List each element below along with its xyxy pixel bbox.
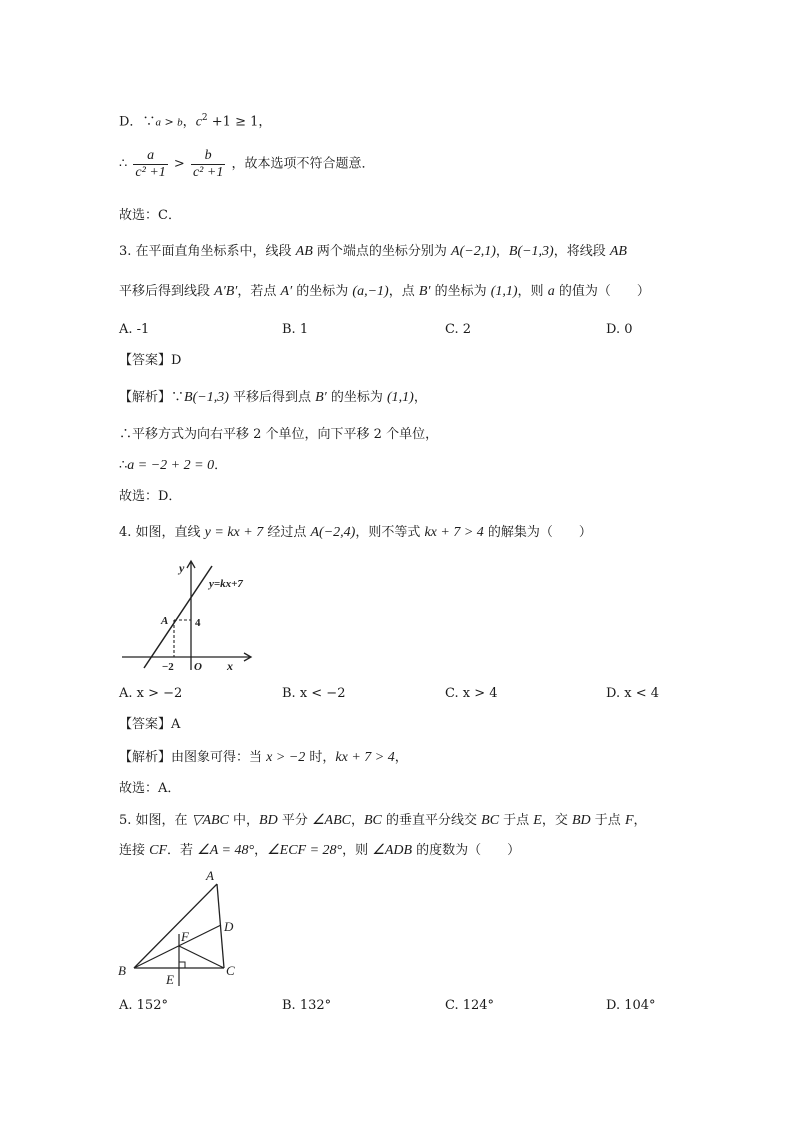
q3-option-b: B. 1 bbox=[282, 322, 309, 337]
q4-option-c: C. x > 4 bbox=[445, 686, 498, 701]
x-axis-label: x bbox=[227, 659, 233, 673]
q2-choice: 故选：C． bbox=[119, 208, 181, 223]
label-e: E bbox=[166, 972, 174, 987]
q3-option-d: D. 0 bbox=[606, 322, 633, 337]
q5-option-a: A. 152° bbox=[119, 998, 168, 1013]
q4-option-b: B. x < −2 bbox=[282, 686, 346, 701]
line-label: y=kx+7 bbox=[209, 578, 243, 590]
tick-neg2-label: −2 bbox=[162, 661, 174, 673]
label-c: C bbox=[226, 963, 235, 978]
segment-bd bbox=[134, 925, 221, 968]
q3-stem-line1: 3. 在平面直角坐标系中，线段 AB 两个端点的坐标分别为 A(−2,1)，B(−1,3)，将线段 AB bbox=[119, 244, 627, 259]
q2d-line: D．∵a > b，$c^2 +1 \ge 1$， bbox=[119, 113, 272, 130]
q4-answer: 【答案】A bbox=[119, 717, 181, 732]
q4-option-d: D. x < 4 bbox=[606, 686, 659, 701]
q3-answer: 【答案】D bbox=[119, 353, 182, 368]
q4-choice: 故选：A． bbox=[119, 781, 181, 796]
q3-explanation-3: ∴a = −2 + 2 = 0． bbox=[119, 458, 228, 473]
origin-label: O bbox=[194, 661, 202, 673]
q5-option-d: D. 104° bbox=[606, 998, 656, 1013]
q4-stem: 4. 如图，直线 y = kx + 7 经过点 A(−2,4)，则不等式 kx + 7 > 4 的解集为（ ） bbox=[119, 525, 592, 540]
label-a: A bbox=[206, 868, 214, 883]
point-a-label: A bbox=[161, 615, 169, 627]
q3-choice: 故选：D． bbox=[119, 489, 182, 504]
label-d: D bbox=[224, 919, 234, 934]
segment-cf bbox=[179, 946, 224, 968]
q4-graph-figure bbox=[118, 556, 258, 676]
q3-stem-line2: 平移后得到线段 A′B′，若点 A′ 的坐标为 (a,−1)，点 B′ 的坐标为 (1,1)，则 a 的值为（ ） bbox=[119, 284, 650, 299]
q5-option-b: B. 132° bbox=[282, 998, 332, 1013]
fraction-b: $\frac{b}{\text{c² +1}}$ bbox=[192, 148, 224, 180]
right-angle-mark bbox=[179, 962, 185, 968]
tick-4-label: 4 bbox=[195, 617, 201, 629]
line-y-kx-7 bbox=[144, 566, 212, 668]
q2d-fraction-line: ∴ $\frac{a}{\text{c² +1}}$ > $\frac{b}{\text{c² +1}}$ ，故本选项不符合题意． bbox=[119, 148, 375, 180]
q5-triangle-figure bbox=[112, 862, 252, 992]
q5-option-c: C. 124° bbox=[445, 998, 495, 1013]
q4-explanation: 【解析】由图象可得：当 x > −2 时，kx + 7 > 4， bbox=[119, 750, 408, 765]
fraction-a: $\frac{a}{\text{c² +1}}$ bbox=[135, 148, 166, 180]
label-b: B bbox=[118, 963, 126, 978]
q3-explanation-2: ∴平移方式为向右平移 2 个单位，向下平移 2 个单位， bbox=[119, 427, 439, 442]
q4-option-a: A. x > −2 bbox=[119, 686, 183, 701]
q3-option-c: C. 2 bbox=[445, 322, 472, 337]
segment-ab bbox=[134, 884, 217, 968]
q3-option-a: A. -1 bbox=[119, 322, 150, 337]
q3-explanation-1: 【解析】∵B(−1,3) 平移后得到点 B′ 的坐标为 (1,1)， bbox=[119, 390, 427, 405]
y-axis-label: y bbox=[179, 561, 185, 575]
q5-stem-line2: 连接 CF．若 ∠A = 48°，∠ECF = 28°，则 ∠ADB 的度数为（ ） bbox=[119, 843, 521, 858]
q5-stem-line1: 5. 如图，在 ▽ABC 中，BD 平分 ∠ABC，BC 的垂直平分线交 BC 于点 E，交 BD 于点 F， bbox=[119, 813, 647, 828]
label-f: F bbox=[181, 929, 189, 944]
